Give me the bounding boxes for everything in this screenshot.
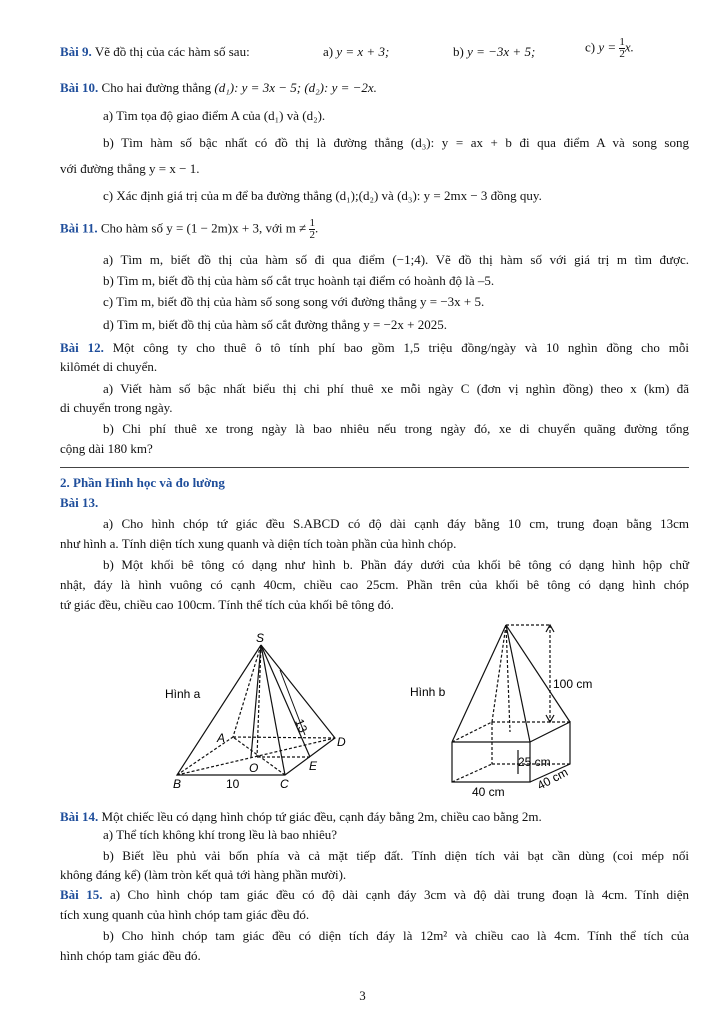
figa-B: B: [173, 777, 182, 791]
bai11-line: Bài 11. Cho hàm số y = (1 − 2m)x + 3, với m ≠ $\frac{1}{2}$ .: [60, 217, 319, 241]
figa-E: E: [309, 759, 318, 773]
bai13-a1: a) Cho hình chóp tứ giác đều S.ABCD có độ dài cạnh đáy bằng 10 cm, trung đoạn bằng 13cm: [103, 516, 689, 531]
figure-b: [410, 622, 610, 802]
bai9-text: Vẽ đồ thị của các hàm số sau:: [94, 44, 250, 59]
bai11-d: d) Tìm m, biết đồ thị của hàm số cắt đường thẳng y = −2x + 2025.: [103, 317, 448, 332]
bai10-b2: với đường thẳng y = x − 1.: [60, 161, 200, 176]
bai14-label: Bài 14.: [60, 809, 99, 824]
bai14-b2: không đáng kể) (làm tròn kết quả tới hàng phần mười).: [60, 867, 347, 882]
bai12-a2: di chuyển trong ngày.: [60, 400, 173, 415]
figa-caption: Hình a: [165, 687, 201, 701]
bai9-c: c) y = $\frac{1}{2}$ x.: [585, 36, 634, 60]
bai14-text: Một chiếc lều có dạng hình chóp tứ giác đều, cạnh đáy bằng 2m, chiều cao bằng 2m.: [101, 809, 542, 824]
bai12-l2: kilômét di chuyển.: [60, 359, 158, 374]
bai10-b1: b) Tìm hàm số bậc nhất có đồ thị là đường thẳng (d₃): y = ax + b đi qua điểm A và song song: [103, 135, 689, 150]
bai9-b: b) y = −3x + 5;: [453, 44, 536, 59]
figa-slant: 13: [292, 716, 311, 735]
figa-O: O: [249, 761, 259, 775]
bai10-label: Bài 10.: [60, 80, 99, 95]
bai10-text: Cho hai đường thẳng: [101, 80, 212, 95]
bai15-b2: hình chóp tam giác đều đó.: [60, 948, 201, 963]
figb-depth: 40 cm: [534, 764, 571, 793]
bai9-a: a) y = x + 3;: [323, 44, 390, 59]
bai15-line: [60, 886, 689, 903]
figa-side: 10: [226, 777, 240, 791]
bai10-eqs: (d₁): y = 3x − 5; (d₂): y = −2x.: [214, 80, 377, 95]
bai11-a: a) Tìm m, biết đồ thị của hàm số đi qua điểm (−1;4). Vẽ đồ thị hàm số với giá trị m tìm được.: [103, 252, 689, 267]
bai12-text: Một công ty cho thuê ô tô tính phí bao gồm 1,5 triệu đồng/ngày và 10 nghìn đồng cho mỗi: [112, 340, 689, 355]
figb-caption: Hình b: [410, 685, 446, 699]
bai15-a2: tích xung quanh của hình chóp tam giác đều đó.: [60, 907, 310, 922]
figb-height-box: 25 cm: [518, 755, 551, 769]
bai13-b1: b) Một khối bê tông có dạng như hình b. Phần đáy dưới của khối bê tông có dạng hình hộp chữ: [103, 557, 689, 572]
bai11-text: Cho hàm số y = (1 − 2m)x + 3, với m ≠: [100, 220, 307, 236]
bai12-a1: a) Viết hàm số bậc nhất biểu thị chi phí thuê xe mỗi ngày C (đơn vị nghìn đồng) theo x (km) đã: [103, 381, 689, 396]
figa-C: C: [280, 777, 289, 791]
figb-height-pyramid: 100 cm: [553, 677, 593, 691]
bai15-a1: a) Cho hình chóp tam giác đều có độ dài cạnh đáy 3cm và độ dài trung đoạn là 4cm. Tính diện: [109, 887, 690, 902]
section-divider: [60, 467, 689, 468]
bai11-b: b) Tìm m, biết đồ thị của hàm số cắt trục hoành tại điểm có hoành độ là –5.: [103, 273, 495, 288]
bai13-b3: tứ giác đều, chiều cao 100cm. Tính thể tích của khối bê tông đó.: [60, 597, 394, 612]
figa-D: D: [337, 735, 346, 749]
bai11-label: Bài 11.: [60, 220, 98, 236]
bai11-frac: $\frac{1}{2}$: [309, 217, 315, 241]
bai13-a2: như hình a. Tính diện tích xung quanh và diện tích toàn phần của hình chóp.: [60, 536, 457, 551]
bai14-a: a) Thể tích không khí trong lều là bao nhiêu?: [103, 827, 338, 842]
bai14-line: [60, 808, 689, 825]
page-number: 3: [359, 988, 366, 1003]
figa-A: A: [217, 731, 226, 745]
bai12-label: Bài 12.: [60, 340, 104, 355]
bai15-b1: b) Cho hình chóp tam giác đều có diện tích đáy là 12m² và chiều cao là 4cm. Tính thể tích của: [103, 928, 689, 943]
bai12-b2: cộng dài 180 km?: [60, 441, 153, 456]
bai15-label: Bài 15.: [60, 887, 103, 902]
figa-S: S: [256, 631, 265, 645]
bai12-line1: [60, 339, 689, 356]
bai14-b1: b) Biết lều phủ vải bốn phía và cả mặt tiếp đất. Tính diện tích vải bạt cần dùng (coi mép nối: [103, 848, 689, 863]
bai9-label: Bài 9.: [60, 44, 92, 59]
bai10-a: a) Tìm tọa độ giao điểm A của (d₁) và (d₂).: [103, 108, 326, 123]
bai11-c: c) Tìm m, biết đồ thị của hàm số song song với đường thẳng y = −3x + 5.: [103, 294, 485, 309]
figure-a: [155, 625, 365, 795]
bai13-b2: nhật, đáy là hình vuông có cạnh 40cm, chiều cao 25cm. Phần trên của khối bê tông có dạng hình chóp: [60, 577, 689, 592]
bai9-line: [60, 36, 689, 60]
figb-width: 40 cm: [472, 785, 505, 799]
bai13-label: Bài 13.: [60, 495, 99, 510]
section2-title: 2. Phần Hình học và đo lường: [60, 475, 225, 490]
bai10-c: c) Xác định giá trị của m để ba đường thẳng (d₁);(d₂) và (d₃): y = 2mx − 3 đồng quy.: [103, 188, 542, 203]
bai10-line: [60, 79, 689, 96]
bai12-b1: b) Chi phí thuê xe trong ngày là bao nhiêu nếu trong ngày đó, xe di chuyển quãng đường tổng: [103, 421, 689, 436]
